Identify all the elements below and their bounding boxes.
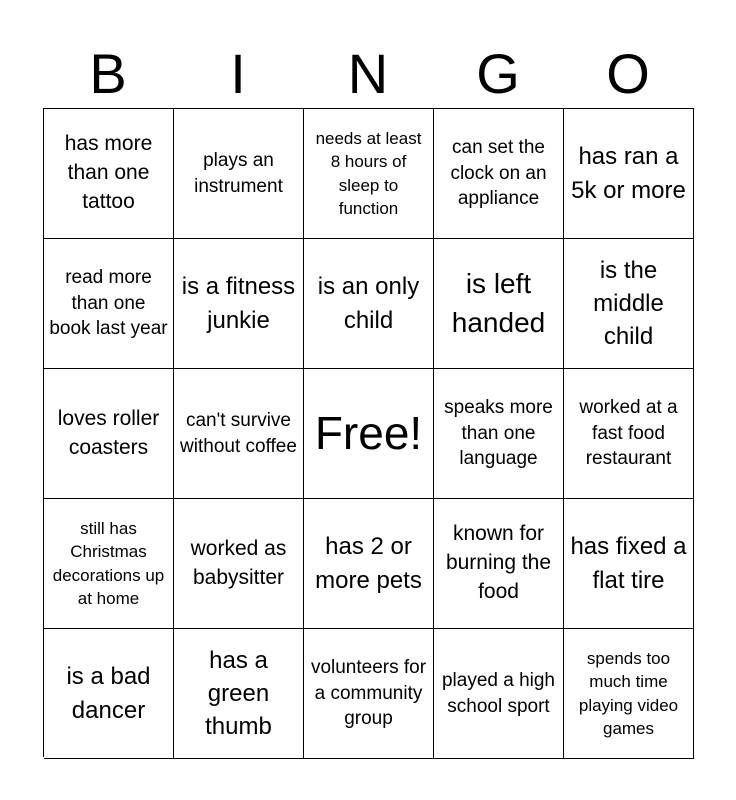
header-letter-b: B [89, 42, 127, 105]
cell-text: needs at least 8 hours of sleep to function [315, 129, 422, 218]
cell-text: speaks more than one language [444, 396, 553, 470]
cell-text: plays an instrument [194, 149, 283, 197]
bingo-cell[interactable] [564, 629, 694, 759]
bingo-cell[interactable] [434, 629, 564, 759]
bingo-cell[interactable] [564, 369, 694, 499]
cell-text: has fixed a flat tire [570, 533, 687, 594]
header-letter-g: G [476, 42, 520, 105]
bingo-cell[interactable] [304, 629, 434, 759]
bingo-cell[interactable] [174, 109, 304, 239]
cell-text: has 2 or more pets [315, 533, 422, 594]
bingo-cell[interactable] [174, 369, 304, 499]
bingo-board [43, 108, 694, 757]
cell-text: is a bad dancer [66, 663, 151, 724]
cell-text: can't survive without coffee [180, 409, 297, 457]
cell-text: played a high school sport [441, 669, 556, 717]
bingo-cell[interactable] [44, 109, 174, 239]
bingo-cell[interactable] [434, 499, 564, 629]
cell-text: is a fitness junkie [181, 273, 296, 334]
cell-text: still has Christmas decorations up at home [52, 519, 165, 608]
free-space-text: Free! [314, 406, 423, 459]
cell-text: has ran a 5k or more [571, 143, 686, 204]
cell-text: worked as babysitter [190, 536, 287, 589]
bingo-cell[interactable] [44, 499, 174, 629]
bingo-cell[interactable] [44, 239, 174, 369]
bingo-cell[interactable] [564, 499, 694, 629]
header-letter-i: I [230, 42, 246, 105]
bingo-cell[interactable] [44, 629, 174, 759]
cell-text: is an only child [317, 273, 420, 334]
bingo-cell[interactable] [304, 109, 434, 239]
cell-text: volunteers for a community group [310, 656, 427, 730]
cell-text: is left handed [451, 267, 546, 338]
free-space-cell[interactable] [304, 369, 434, 499]
bingo-cell[interactable] [304, 239, 434, 369]
header-letter-o: O [606, 42, 650, 105]
bingo-cell[interactable] [434, 369, 564, 499]
cell-text: can set the clock on an appliance [450, 136, 547, 210]
cell-text: read more than one book last year [49, 266, 168, 340]
bingo-cell[interactable] [174, 239, 304, 369]
cell-text: has a green thumb [205, 646, 272, 741]
bingo-cell[interactable] [434, 239, 564, 369]
cell-text: known for burning the food [445, 522, 552, 603]
bingo-cell[interactable] [44, 369, 174, 499]
bingo-cell[interactable] [564, 239, 694, 369]
bingo-cell[interactable] [434, 109, 564, 239]
cell-text: worked at a fast food restaurant [579, 396, 678, 470]
cell-text: has more than one tattoo [64, 132, 153, 213]
bingo-cell[interactable] [564, 109, 694, 239]
header-letter-n: N [347, 42, 389, 105]
bingo-header [43, 40, 693, 108]
bingo-cell[interactable] [304, 499, 434, 629]
bingo-cell[interactable] [174, 629, 304, 759]
cell-text: loves roller coasters [57, 406, 160, 459]
cell-text: spends too much time playing video games [578, 649, 679, 738]
bingo-cell[interactable] [174, 499, 304, 629]
cell-text: is the middle child [593, 256, 664, 351]
